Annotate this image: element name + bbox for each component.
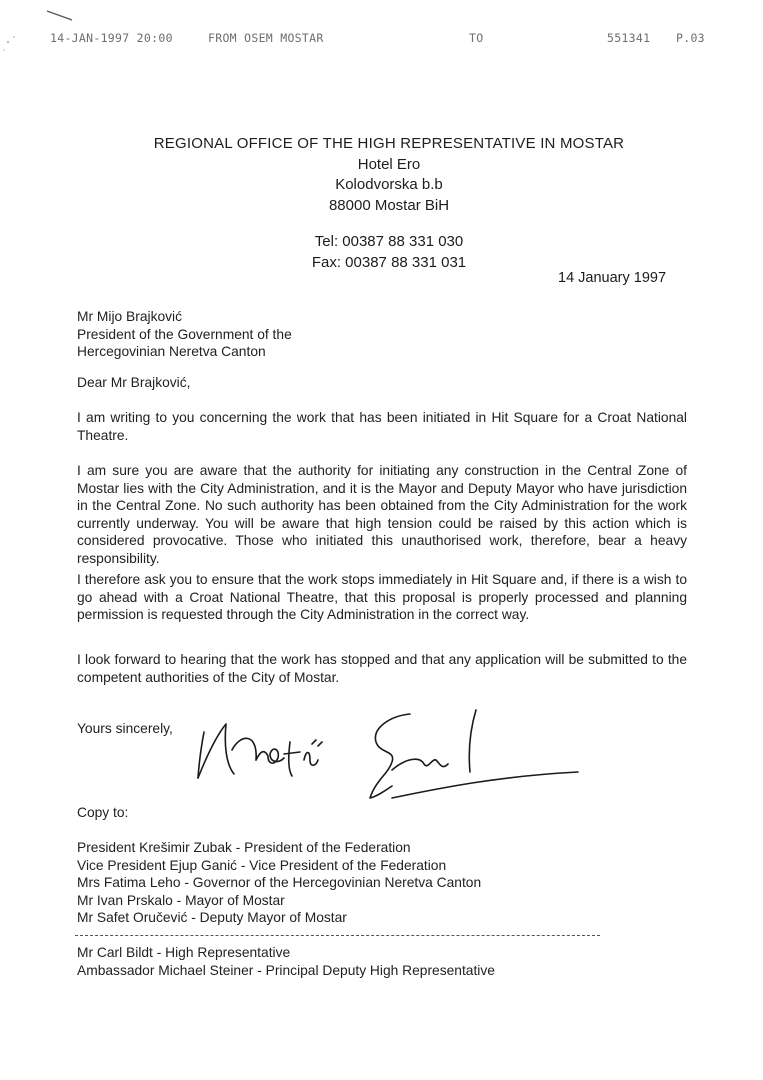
body-paragraph: [77, 462, 687, 567]
paragraph-text: I am writing to you concerning the work that has been initiated in Hit Square for a Croat National Theatre.: [77, 410, 687, 443]
fax-page: P.03: [676, 31, 705, 45]
address-line: Kolodvorska b.b: [335, 176, 443, 193]
recipient-line: President of the Government of the: [77, 326, 292, 342]
body-paragraph: [77, 571, 687, 624]
copy-list-item: Mr Ivan Prskalo - Mayor of Mostar: [77, 892, 285, 908]
fax-number: 551341: [607, 31, 651, 45]
paragraph-text: I am sure you are aware that the authority for initiating any construction in the Central Zone of Mostar lies with the City Administration, and it is the Mayor and Deputy Mayor who have jurisdiction in the Central Zone. No such authority has been obtained from the City Administration for the work currently underway. You will be aware that high tension could be raised by this action which is considered provocative. Those who initiated this unauthorised work, therefore, bear a heavy responsibility.: [77, 463, 687, 566]
recipient-address: [77, 308, 687, 361]
recipient-line: Mr Mijo Brajković: [77, 309, 183, 324]
copy-list-item: President Krešimir Zubak - President of the Federation: [77, 840, 411, 855]
recipient-line: Hercegovinian Neretva Canton: [77, 344, 266, 359]
fax: Fax: 00387 88 331 031: [311, 253, 467, 271]
closing: Yours sincerely,: [77, 721, 173, 736]
copy-list-item: Vice President Ejup Ganić - Vice President of the Federation: [77, 857, 447, 873]
fax-transmission-header: [0, 31, 763, 47]
salutation: Dear Mr Brajković,: [77, 375, 191, 390]
address-line: Hotel Ero: [357, 155, 421, 173]
handwritten-signature: [180, 700, 590, 810]
telephone: Tel: 00387 88 331 030: [314, 233, 464, 250]
body-paragraph: [77, 409, 687, 444]
paragraph-text: I look forward to hearing that the work has stopped and that any application will be submitted to the competent authorities of the City of Mostar.: [77, 652, 687, 685]
fax-from: FROM OSEM MOSTAR: [208, 31, 324, 45]
copy-list-item: Mr Safet Oručević - Deputy Mayor of Mostar: [77, 910, 347, 925]
body-paragraph: [77, 651, 687, 686]
fax-datetime: 14-JAN-1997 20:00: [50, 31, 173, 45]
paragraph-text: I therefore ask you to ensure that the work stops immediately in Hit Square and, if there is a wish to go ahead with a Croat National Theatre, that this proposal is properly processed and planning permission is requested through the City Administration in the correct way.: [77, 572, 687, 622]
copy-list: [77, 839, 687, 927]
copy-list-item: Mr Carl Bildt - High Representative: [77, 945, 291, 960]
fax-to: TO: [469, 31, 484, 45]
contact-block: [0, 232, 763, 273]
copy-list-secondary: [77, 944, 687, 979]
address-line: 88000 Mostar BiH: [328, 196, 450, 214]
letter-date: 14 January 1997: [558, 270, 667, 286]
copy-list-item: Mrs Fatima Leho - Governor of the Hercegovinian Neretva Canton: [77, 875, 482, 890]
copy-list-item: Ambassador Michael Steiner - Principal Deputy High Representative: [77, 962, 495, 978]
scan-artifact-mark: [0, 0, 90, 60]
copy-to-label: Copy to:: [77, 805, 129, 820]
letterhead: [0, 134, 763, 216]
organization-name: REGIONAL OFFICE OF THE HIGH REPRESENTATIVE IN MOSTAR: [153, 135, 625, 152]
divider-line: [75, 935, 600, 936]
